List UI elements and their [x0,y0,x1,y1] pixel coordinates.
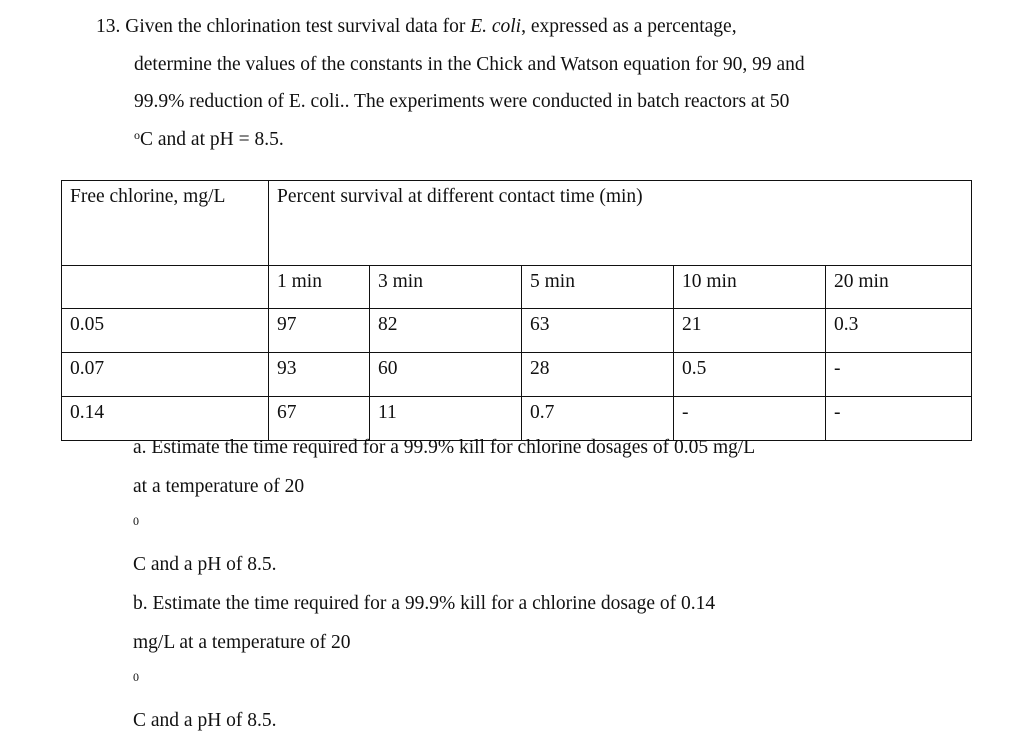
time-row-blank [62,266,269,309]
table-header-row [62,181,972,266]
problem-line-3: 99.9% reduction of E. coli.. The experiments were conducted in batch reactors at 50 [134,91,790,112]
problem-number: 13. [96,16,121,37]
survival-cell: - [826,353,972,397]
survival-cell: 93 [269,353,370,397]
organism-name: E. coli [470,16,522,37]
time-5: 5 min [522,266,674,309]
survival-cell: 67 [269,397,370,441]
survival-cell: 0.5 [674,353,826,397]
header-free-chlorine: Free chlorine, mg/L [62,181,269,266]
survival-cell: 11 [370,397,522,441]
question-a-line-1: a. Estimate the time required for a 99.9% kill for chlorine dosages of 0.05 mg/L [133,437,756,458]
time-10: 10 min [674,266,826,309]
question-b-line-1: b. Estimate the time required for a 99.9% kill for a chlorine dosage of 0.14 [133,593,716,614]
problem-line-4: $^o$C and at pH = 8.5. [134,127,284,150]
survival-cell: - [826,397,972,441]
table-row [62,353,972,397]
problem-line-1: 13. Given the chlorination test survival data for E. coli, expressed as a percentage, [96,16,737,37]
degree-superscript: 0 [133,670,139,684]
chlorine-value: 0.05 [62,309,269,353]
table-row [62,309,972,353]
table-time-row [62,266,972,309]
problem-statement [96,8,996,158]
degree-superscript: o [134,127,140,142]
chlorine-value: 0.07 [62,353,269,397]
chlorine-value: 0.14 [62,397,269,441]
survival-cell: 60 [370,353,522,397]
question-a-line-2: at a temperature of 20 $^0$ C and a pH of 8.5. [133,476,305,575]
survival-cell: 21 [674,309,826,353]
survival-cell: - [674,397,826,441]
survival-cell: 97 [269,309,370,353]
survival-cell: 82 [370,309,522,353]
problem-line-2: determine the values of the constants in the Chick and Watson equation for 90, 99 and [134,53,805,75]
degree-superscript: 0 [133,514,139,528]
survival-table [61,180,972,441]
time-3: 3 min [370,266,522,309]
time-20: 20 min [826,266,972,309]
survival-cell: 0.3 [826,309,972,353]
survival-cell: 28 [522,353,674,397]
header-percent-survival: Percent survival at different contact time (min) [269,181,972,266]
time-1: 1 min [269,266,370,309]
sub-questions [133,428,993,740]
survival-cell: 0.7 [522,397,674,441]
question-b-line-2: mg/L at a temperature of 20 $^0$ C and a pH of 8.5. [133,632,351,731]
survival-cell: 63 [522,309,674,353]
